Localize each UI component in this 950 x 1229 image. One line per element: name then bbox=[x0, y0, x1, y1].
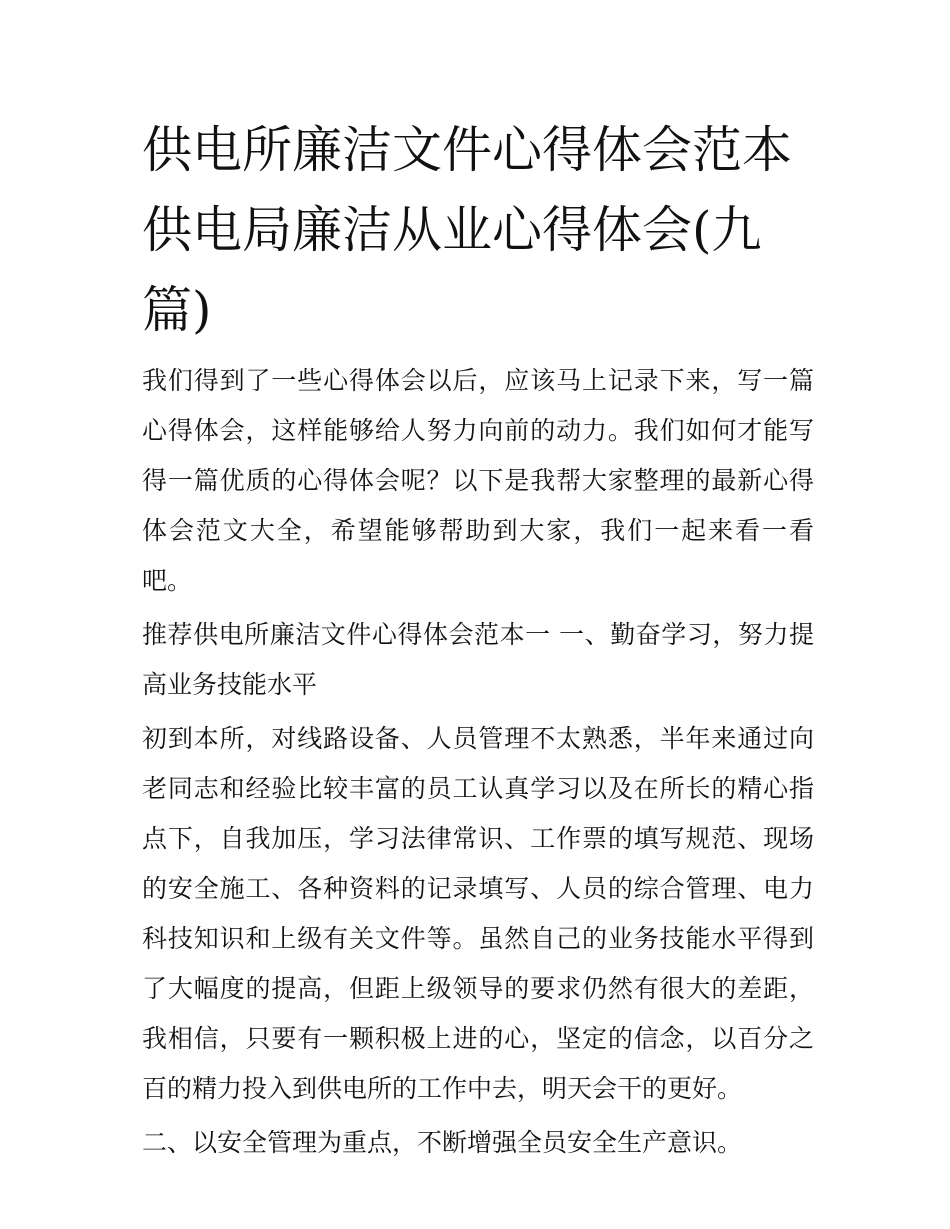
paragraph-study: 初到本所，对线路设备、人员管理不太熟悉，半年来通过向老同志和经验比较丰富的员工认真学习以及在所长的精心指点下，自我加压，学习法律常识、工作票的填写规范、现场的安全施工、各种资料的记录填写、人员的综合管理、电力科技知识和上级有关文件等。虽然自己的业务技能水平得到了大幅度的提高，但距上级领导的要求仍然有很大的差距，我相信，只要有一颗积极上进的心，坚定的信念，以百分之百的精力投入到供电所的工作中去，明天会干的更好。 bbox=[142, 724, 814, 1103]
document-title bbox=[142, 110, 814, 350]
paragraph-intro: 我们得到了一些心得体会以后，应该马上记录下来，写一篇心得体会，这样能够给人努力向前的动力。我们如何才能写得一篇优质的心得体会呢？以下是我帮大家整理的最新心得体会范文大全，希望能够帮助到大家，我们一起来看一看吧。 bbox=[142, 366, 814, 595]
title-line-1: 供电所廉洁文件心得体会范本 bbox=[142, 121, 792, 179]
document-content bbox=[142, 110, 814, 1168]
paragraph-section-heading-2: 二、以安全管理为重点，不断增强全员安全生产意识。 bbox=[142, 1128, 743, 1157]
title-line-3: 篇) bbox=[142, 281, 212, 339]
document-body bbox=[142, 356, 814, 1168]
paragraph-section-heading-1: 推荐供电所廉洁文件心得体会范本一 一、勤奋学习，努力提高业务技能水平 bbox=[142, 620, 814, 699]
title-line-2: 供电局廉洁从业心得体会(九 bbox=[142, 201, 762, 259]
